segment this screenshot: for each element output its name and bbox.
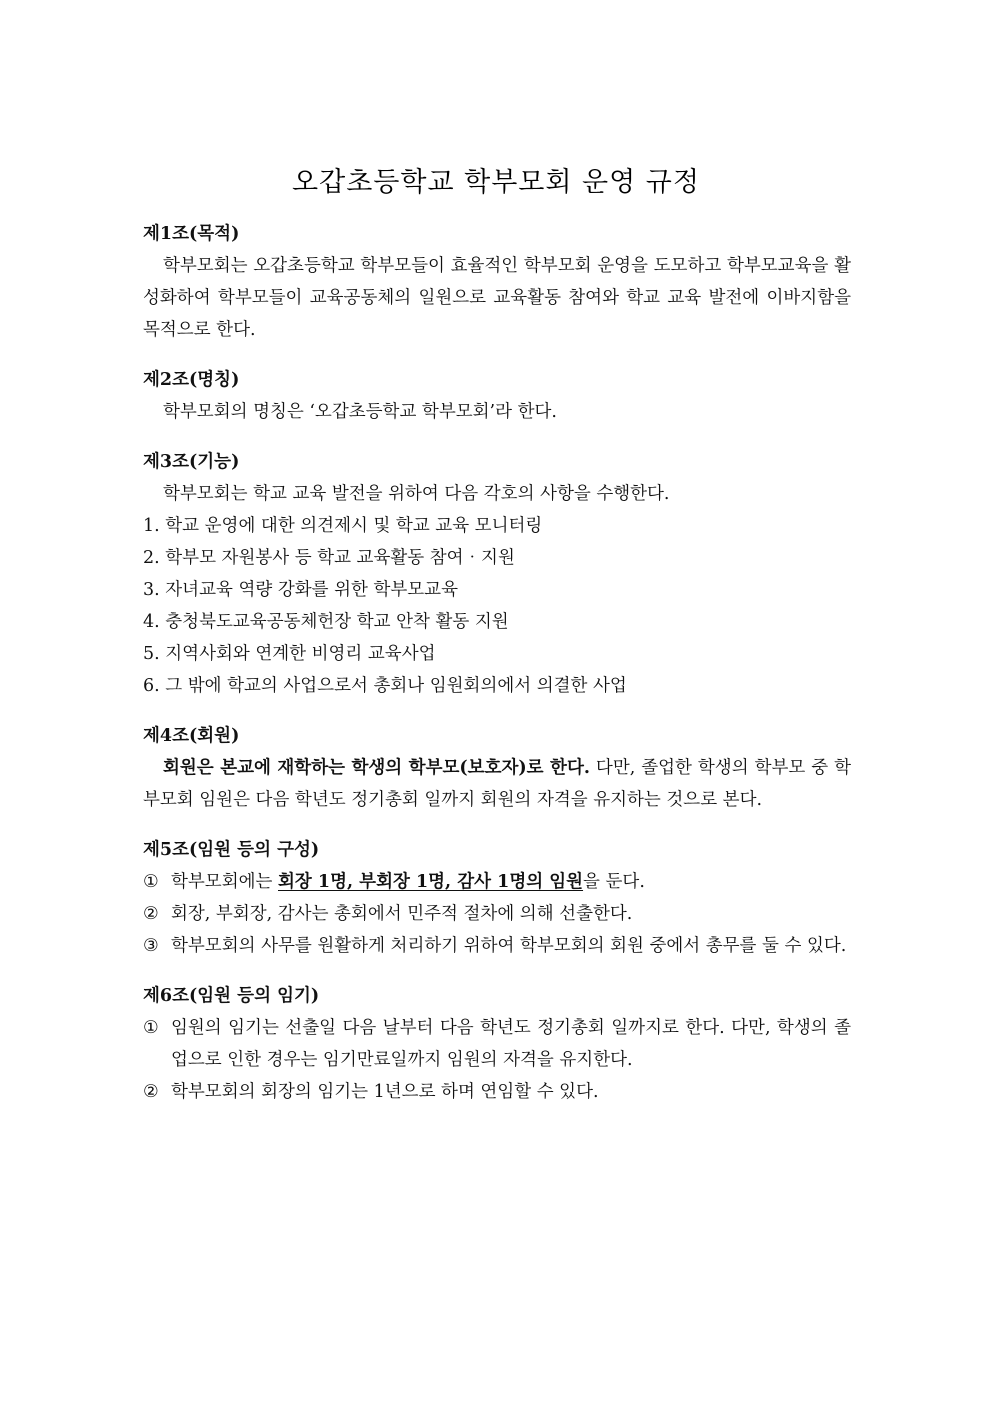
article-4-text <box>143 752 851 816</box>
article-5-clause-2 <box>143 898 851 930</box>
clause-number: ① <box>143 1018 159 1038</box>
document-title: 오갑초등학교 학부모회 운영 규정 <box>292 167 700 198</box>
clause-emphasis: 회장 1명, 부회장 1명, 감사 1명의 임원 <box>278 872 584 892</box>
clause-text: 학부모회의 회장의 임기는 1년으로 하며 연임할 수 있다. <box>171 1082 599 1102</box>
article-6-heading: 제6조(임원 등의 임기) <box>143 986 320 1006</box>
article-3-item: 3. 자녀교육 역량 강화를 위한 학부모교육 <box>143 580 458 600</box>
article-5 <box>143 834 851 962</box>
clause-number: ② <box>143 904 159 924</box>
article-2-heading: 제2조(명칭) <box>143 370 240 390</box>
article-3-item: 2. 학부모 자원봉사 등 학교 교육활동 참여‧지원 <box>143 548 515 568</box>
article-4-heading: 제4조(회원) <box>143 726 240 746</box>
article-6-clause-2 <box>143 1076 851 1108</box>
article-1-text: 학부모회는 오갑초등학교 학부모들이 효율적인 학부모회 운영을 도모하고 학부모교육을 활성화하여 학부모들이 교육공동체의 일원으로 교육활동 참여와 학교 교육 발전에 이바지함을 목적으로 한다. <box>143 256 851 340</box>
article-2 <box>143 364 851 428</box>
article-4 <box>143 720 851 816</box>
article-6-clause-1 <box>143 1012 851 1076</box>
article-3-heading: 제3조(기능) <box>143 452 240 472</box>
article-2-text: 학부모회의 명칭은 ‘오갑초등학교 학부모회’라 한다. <box>163 402 557 422</box>
article-5-heading: 제5조(임원 등의 구성) <box>143 840 320 860</box>
clause-text-post: 을 둔다. <box>583 872 645 892</box>
article-3-item: 4. 충청북도교육공동체헌장 학교 안착 활동 지원 <box>143 612 509 632</box>
article-3-item: 1. 학교 운영에 대한 의견제시 및 학교 교육 모니터링 <box>143 516 543 536</box>
clause-number: ② <box>143 1082 159 1102</box>
document-body <box>143 218 851 1126</box>
clause-number: ③ <box>143 936 159 956</box>
article-3 <box>143 446 851 702</box>
article-1 <box>143 218 851 346</box>
clause-text-pre: 학부모회에는 <box>171 872 278 892</box>
article-3-item: 6. 그 밖에 학교의 사업으로서 총회나 임원회의에서 의결한 사업 <box>143 676 627 696</box>
article-5-clause-3 <box>143 930 851 962</box>
article-3-intro: 학부모회는 학교 교육 발전을 위하여 다음 각호의 사항을 수행한다. <box>163 484 670 504</box>
clause-number: ① <box>143 872 159 892</box>
clause-text: 회장, 부회장, 감사는 총회에서 민주적 절차에 의해 선출한다. <box>171 904 633 924</box>
article-3-item: 5. 지역사회와 연계한 비영리 교육사업 <box>143 644 436 664</box>
clause-text: 임원의 임기는 선출일 다음 날부터 다음 학년도 정기총회 일까지로 한다. 다만, 학생의 졸업으로 인한 경우는 임기만료일까지 임원의 자격을 유지한다. <box>171 1018 851 1070</box>
article-5-clause-1 <box>143 866 851 898</box>
clause-text: 학부모회의 사무를 원활하게 처리하기 위하여 학부모회의 회원 중에서 총무를 둘 수 있다. <box>171 936 847 956</box>
article-1-heading: 제1조(목적) <box>143 224 240 244</box>
article-4-rest-text: 다만, 졸업한 학생의 학부모 중 학부모회 임원은 다음 학년도 정기총회 일까지 회원의 자격을 유지하는 것으로 본다. <box>143 758 851 810</box>
article-4-bold-text: 회원은 본교에 재학하는 학생의 학부모(보호자)로 한다. <box>163 758 590 778</box>
article-6 <box>143 980 851 1108</box>
